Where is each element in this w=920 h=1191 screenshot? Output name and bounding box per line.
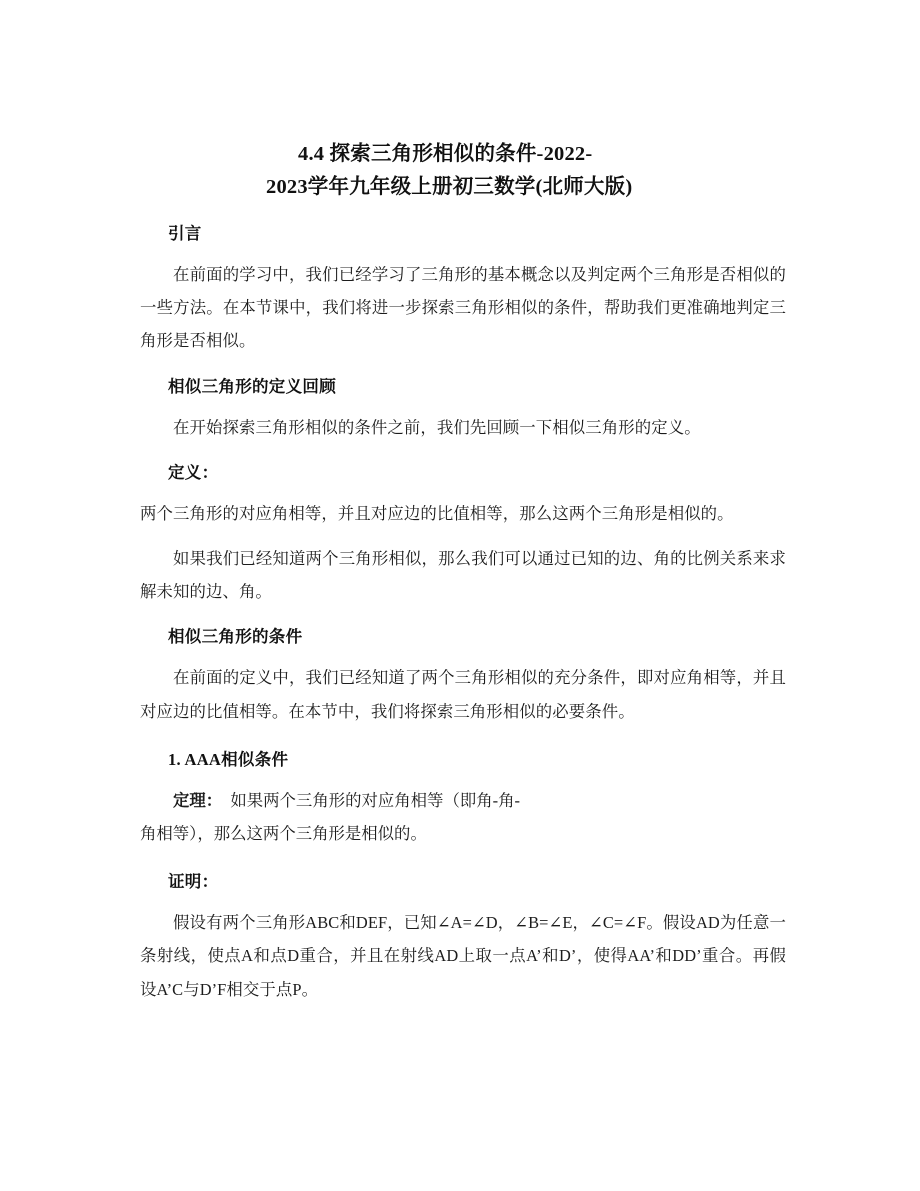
heading-aaa-condition: 1. AAA相似条件 bbox=[168, 749, 289, 769]
page-title-line-1: 4.4 探索三角形相似的条件-2022- bbox=[298, 143, 593, 165]
theorem-line-1 bbox=[140, 784, 786, 817]
paragraph-definition-followup: 如果我们已经知道两个三角形相似，那么我们可以通过已知的边、角的比例关系来求解未知的边、角。 bbox=[140, 549, 786, 602]
heading-definition-review: 相似三角形的定义回顾 bbox=[168, 376, 336, 396]
theorem-text-1: 如果两个三角形的对应角相等（即角-角- bbox=[230, 790, 520, 810]
paragraph-intro-body: 在前面的学习中，我们已经学习了三角形的基本概念以及判定两个三角形是否相似的一些方法。在本节课中，我们将进一步探索三角形相似的条件，帮助我们更准确地判定三角形是否相似。 bbox=[140, 265, 786, 351]
heading-conditions: 相似三角形的条件 bbox=[168, 627, 303, 647]
heading-intro: 引言 bbox=[168, 224, 202, 243]
theorem-line-2: 角相等），那么这两个三角形是相似的。 bbox=[140, 824, 427, 844]
document-content bbox=[140, 138, 786, 1018]
paragraph-proof-body: 假设有两个三角形ABC和DEF，已知∠A=∠D，∠B=∠E，∠C=∠F。假设AD为任意一条射线，使点A和点D重合，并且在射线AD上取一点A’和D’，使得AA’和DD’重合。再假设A’C与D’F相交于点P。 bbox=[140, 913, 786, 999]
heading-proof-label: 证明： bbox=[168, 872, 219, 892]
page-title-line-2: 2023学年九年级上册初三数学(北师大版) bbox=[266, 176, 633, 198]
paragraph-conditions-body: 在前面的定义中，我们已经知道了两个三角形相似的充分条件，即对应角相等，并且对应边的比值相等。在本节中，我们将探索三角形相似的必要条件。 bbox=[140, 668, 786, 721]
theorem-block bbox=[140, 784, 786, 850]
page-title bbox=[140, 138, 786, 204]
paragraph-definition-body: 两个三角形的对应角相等，并且对应边的比值相等，那么这两个三角形是相似的。 bbox=[140, 503, 734, 523]
theorem-label: 定理： bbox=[173, 790, 223, 810]
paragraph-definition-review-body: 在开始探索三角形相似的条件之前，我们先回顾一下相似三角形的定义。 bbox=[173, 417, 701, 437]
heading-definition-label: 定义： bbox=[168, 462, 219, 482]
